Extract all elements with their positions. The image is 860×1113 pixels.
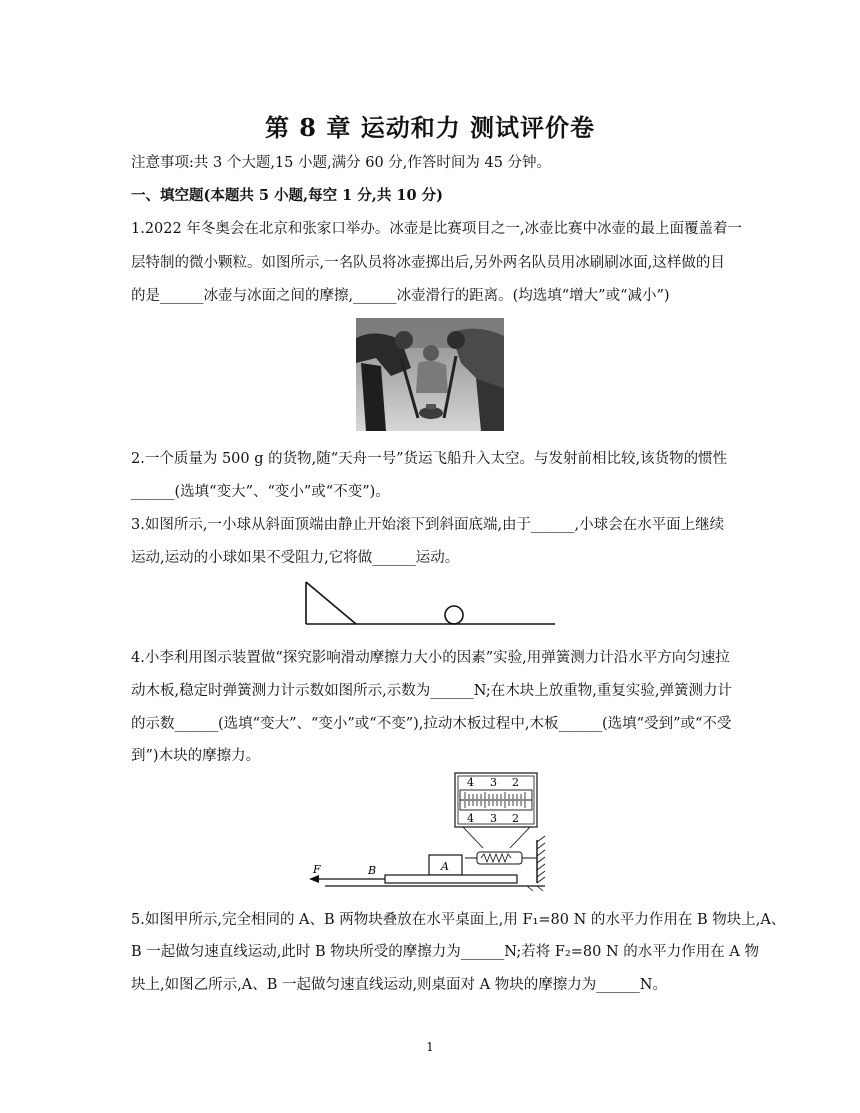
force-label: F bbox=[313, 863, 321, 876]
scale-top-label-2: 2 bbox=[512, 776, 519, 789]
q3-line-2: 运动,运动的小球如果不受阻力,它将做______运动。 bbox=[131, 550, 460, 566]
q5-line-2: B 一起做匀速直线运动,此时 B 物块所受的摩擦力为______N;若将 F₂=80 N 的水平力作用在 A 物 bbox=[131, 944, 759, 960]
q4-line-2: 动木板,稳定时弹簧测力计示数如图所示,示数为______N;在木块上放重物,重复实验,弹簧测力计 bbox=[131, 683, 732, 699]
block-a-label: A bbox=[441, 860, 449, 873]
q2-line-1: 2.一个质量为 500 g 的货物,随“天舟一号”货运飞船升入太空。与发射前相比较,该货物的惯性 bbox=[131, 451, 728, 467]
scale-top-label-4: 4 bbox=[467, 776, 474, 789]
page-title: 第 8 章 运动和力 测试评价卷 bbox=[264, 113, 596, 142]
page-number: 1 bbox=[426, 1040, 434, 1054]
scale-bottom-label-2: 2 bbox=[512, 812, 519, 825]
notice-text: 注意事项:共 3 个大题,15 小题,满分 60 分,作答时间为 45 分钟。 bbox=[131, 155, 552, 171]
q5-line-1: 5.如图甲所示,完全相同的 A、B 两物块叠放在水平桌面上,用 F₁=80 N 的水平力作用在 B 物块上,A、 bbox=[131, 912, 786, 928]
q1-line-3: 的是______冰壶与冰面之间的摩擦,______冰壶滑行的距离。(均选填“增大”或“减小”) bbox=[131, 288, 670, 304]
q4-line-1: 4.小李利用图示装置做“探究影响滑动摩擦力大小的因素”实验,用弹簧测力计沿水平方向匀速拉 bbox=[131, 650, 730, 666]
q4-line-3: 的示数______(选填“变大”、“变小”或“不变”),拉动木板过程中,木板______(选填“受到”或“不受 bbox=[131, 716, 732, 732]
scale-bottom-label-4: 4 bbox=[467, 812, 474, 825]
board-b bbox=[385, 875, 517, 883]
scale-bottom-label-3: 3 bbox=[490, 812, 497, 825]
q2-line-2: ______(选填“变大”、“变小”或“不变”)。 bbox=[131, 484, 390, 500]
q3-line-1: 3.如图所示,一小球从斜面顶端由静止开始滚下到斜面底端,由于______,小球会在水平面上继续 bbox=[131, 517, 725, 533]
incline-slope bbox=[306, 582, 356, 624]
scale-top-label-3: 3 bbox=[490, 776, 497, 789]
q1-line-2: 层特制的微小颗粒。如图所示,一名队员将冰壶掷出后,另外两名队员用冰刷刷冰面,这样做的目 bbox=[131, 255, 725, 271]
ball bbox=[445, 606, 463, 624]
q1-line-1: 1.2022 年冬奥会在北京和张家口举办。冰壶是比赛项目之一,冰壶比赛中冰壶的最上面覆盖着一 bbox=[131, 221, 742, 237]
incline-ball-figure bbox=[300, 576, 560, 628]
q5-line-3: 块上,如图乙所示,A、B 一起做匀速直线运动,则桌面对 A 物块的摩擦力为______N。 bbox=[131, 977, 667, 993]
q4-line-4: 到”)木块的摩擦力。 bbox=[131, 748, 261, 764]
section-heading: 一、填空题(本题共 5 小题,每空 1 分,共 10 分) bbox=[131, 187, 443, 204]
curling-photo bbox=[356, 318, 504, 431]
friction-experiment-figure bbox=[305, 770, 555, 895]
board-b-label: B bbox=[368, 864, 377, 877]
